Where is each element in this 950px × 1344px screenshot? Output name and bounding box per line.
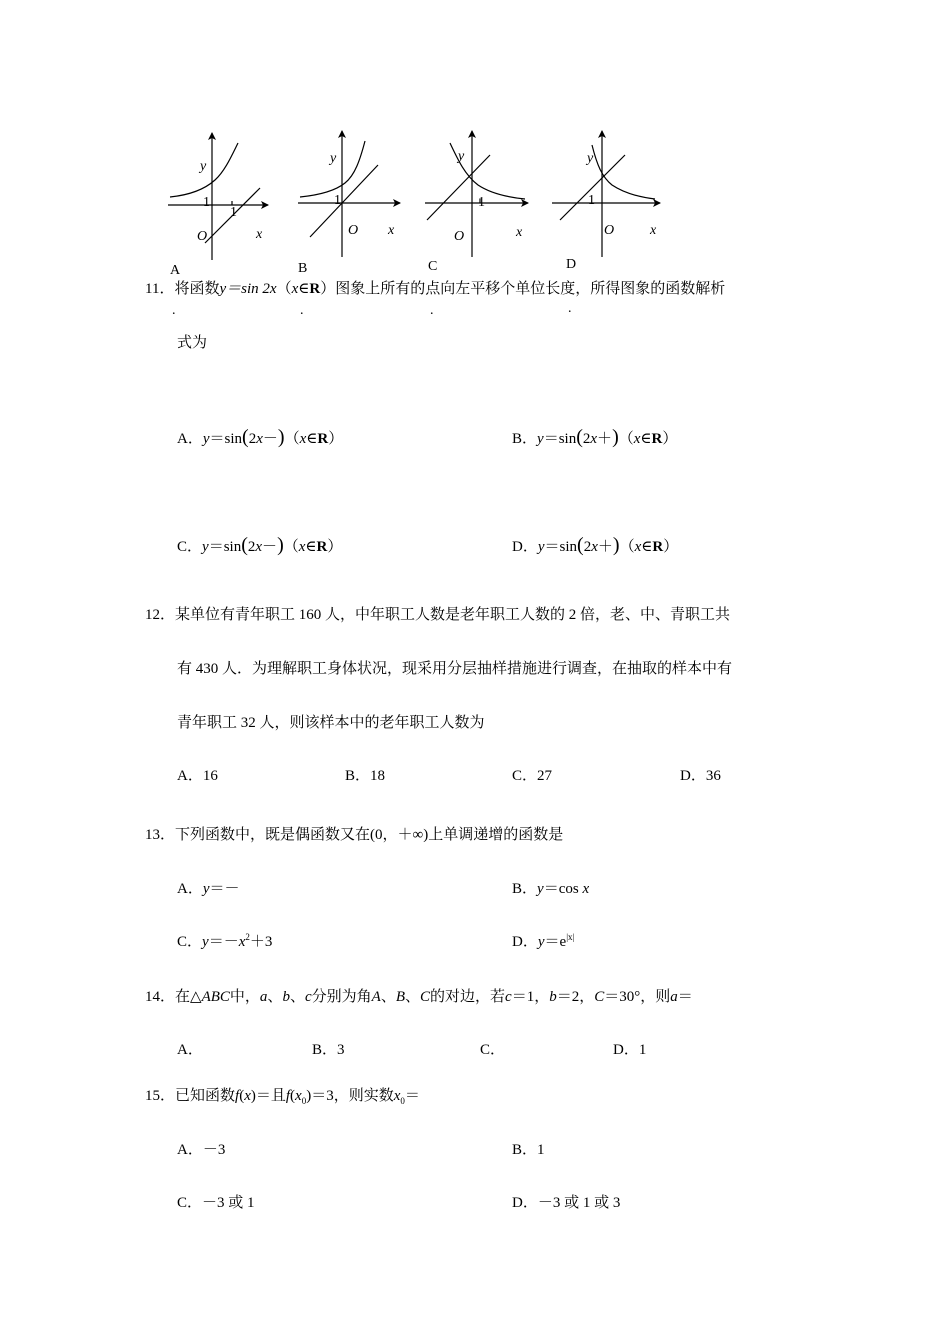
graph-a-y-label: y	[200, 159, 207, 174]
graph-d-x-label: x	[650, 223, 657, 238]
graph-a-origin-label: O	[197, 229, 208, 244]
graph-a-tick-x-label: 1	[230, 205, 237, 220]
graph-d-y-label: y	[587, 151, 594, 166]
graph-b-tick-y-label: 1	[334, 193, 341, 208]
q12-stem-line3: 青年职工 32 人，则该样本中的老年职工人数为	[177, 715, 485, 731]
q15-stem: 15．已知函数f(x)＝且$f(x_0)=3$，则实数$x_0=$	[145, 1088, 420, 1106]
q11-stem-line2: 式为	[177, 335, 208, 351]
graph-a-letter: A	[170, 263, 181, 278]
q15-option-c: C．－3 或 1	[177, 1195, 255, 1211]
q11-stem-line1: 11．将函数y＝sin 2x（x∈R）图象上所有的点向左平移个单位长度，所得图象的函数解析	[145, 281, 726, 297]
q14-number: 14．	[145, 989, 176, 1005]
q13-stem: 13．下列函数中，既是偶函数又在(0，＋∞)上单调递增的函数是	[145, 827, 564, 843]
q13-option-c: C．$y=-x^2+3$	[177, 932, 273, 950]
graph-d-dot: .	[568, 301, 572, 316]
graph-a-dot: .	[172, 303, 176, 318]
q12-stem-line2: 有 430 人．为理解职工身体状况，现采用分层抽样措施进行调查，在抽取的样本中有	[177, 661, 733, 677]
graph-options	[160, 125, 680, 318]
q14-option-b: B．3	[312, 1042, 345, 1058]
graph-c-letter: C	[428, 259, 438, 274]
graph-b-dot: .	[300, 303, 304, 318]
graph-b-letter: B	[298, 261, 308, 276]
q12-option-a: A．16	[177, 768, 218, 784]
q12-option-d: D．36	[680, 768, 721, 784]
graph-d-letter: D	[566, 257, 577, 272]
graph-c-dot: .	[430, 303, 434, 318]
q11-option-b: B．y＝sin(2x＋)（x∈R）	[512, 426, 678, 448]
graph-c-tick-x-label: 1	[478, 195, 485, 210]
graph-b-y-label: y	[330, 151, 337, 166]
graph-c	[425, 131, 528, 257]
graph-d-origin-label: O	[604, 223, 615, 238]
q12-stem-line1: 12．某单位有青年职工 160 人，中年职工人数是老年职工人数的 2 倍，老、中、青职工共	[145, 607, 731, 623]
graph-a-tick-y-label: 1	[203, 195, 210, 210]
q13-option-d: D．$y=e^{|x|}$	[512, 932, 575, 950]
graph-b-origin-label: O	[348, 223, 359, 238]
q11-option-a: A．y＝sin(2x－)（x∈R）	[177, 426, 344, 448]
q13-option-a: A．y＝－	[177, 881, 240, 897]
q12-option-c: C．27	[512, 768, 553, 784]
q12-option-b: B．18	[345, 768, 386, 784]
graph-a	[168, 133, 268, 260]
q12-number: 12．	[145, 607, 176, 623]
q15-option-a: A．－3	[177, 1142, 226, 1158]
q11-number: 11．	[145, 281, 175, 297]
q14-stem: 14．在△ABC中，a、b、c分别为角A、B、C的对边，若c＝1，b＝2，C＝30°，则a＝	[145, 989, 693, 1005]
graph-c-origin-label: O	[454, 229, 465, 244]
graph-a-x-label: x	[256, 227, 263, 242]
graph-c-y-label: y	[458, 149, 465, 164]
q14-option-d: D．1	[613, 1042, 647, 1058]
q14-option-a: A．	[177, 1042, 203, 1058]
q14-option-c: C．	[480, 1042, 506, 1058]
q13-option-b: B．y＝cos x	[512, 881, 590, 897]
q11-option-c: C．y＝sin(2x－)（x∈R）	[177, 534, 343, 556]
graph-d-tick-y-label: 1	[588, 193, 595, 208]
graph-b-x-label: x	[388, 223, 395, 238]
graph-svg	[160, 125, 680, 295]
graph-c-x-label: x	[516, 225, 523, 240]
q13-number: 13．	[145, 827, 176, 843]
q11-option-d: D．y＝sin(2x＋)（x∈R）	[512, 534, 679, 556]
q15-number: 15．	[145, 1088, 176, 1104]
q15-option-d: D．－3 或 1 或 3	[512, 1195, 621, 1211]
graph-b-line	[310, 165, 378, 237]
q15-option-b: B．1	[512, 1142, 545, 1158]
